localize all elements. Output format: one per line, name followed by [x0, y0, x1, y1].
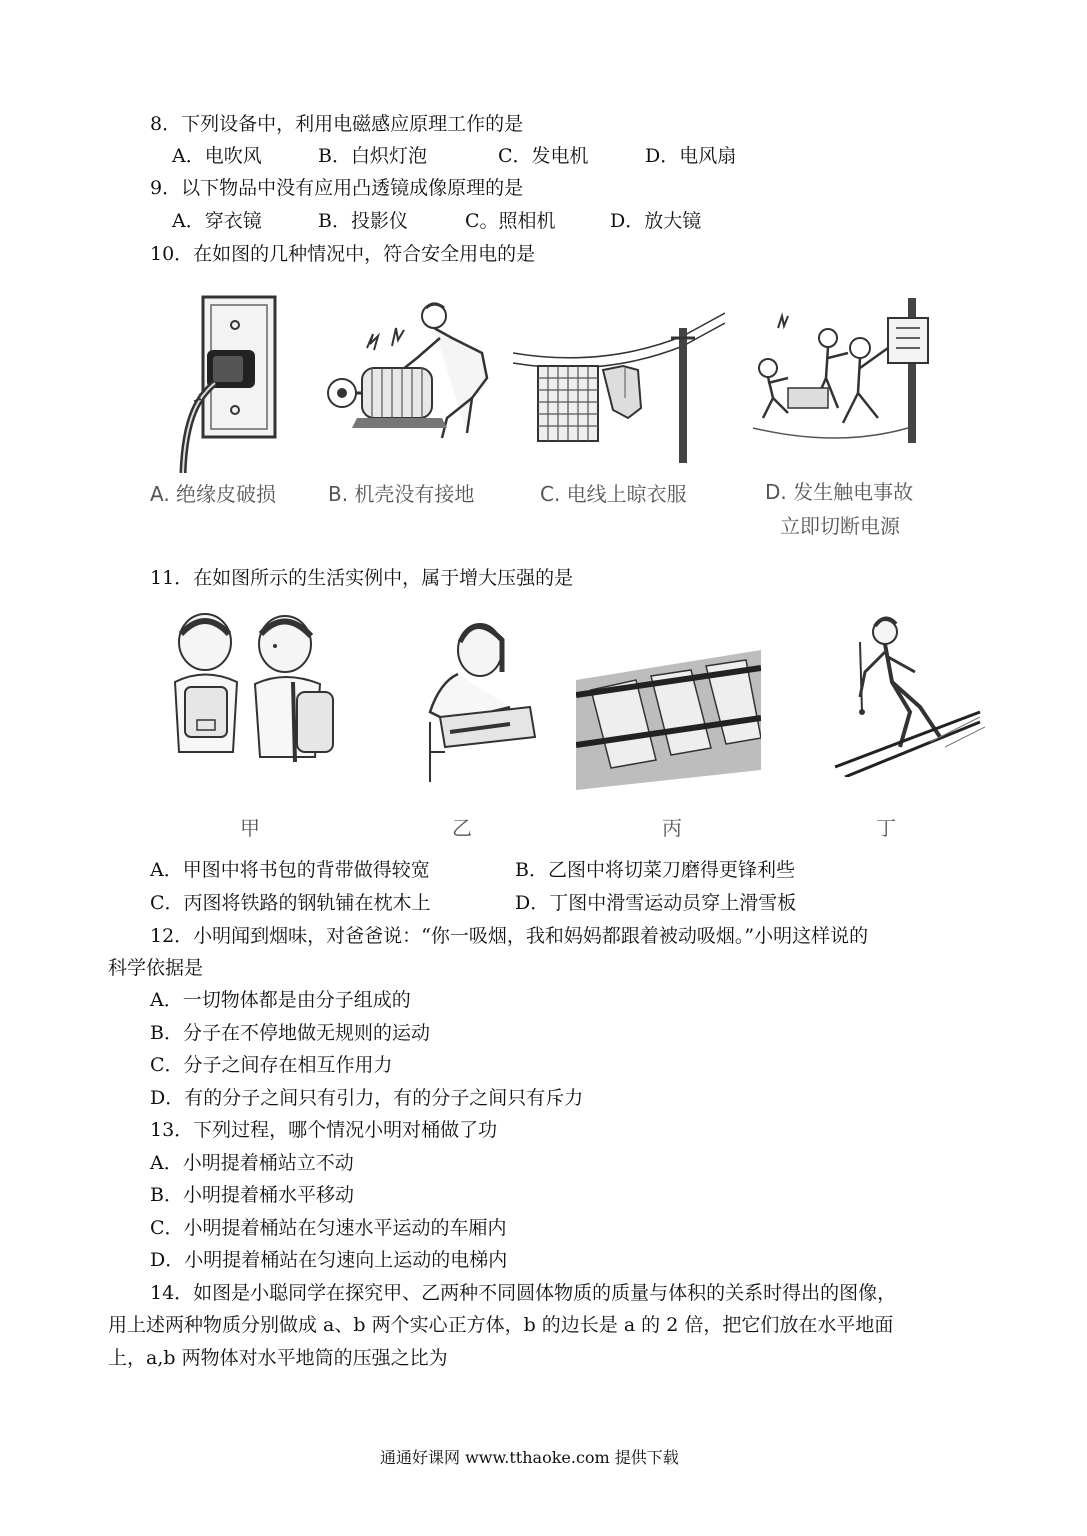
figure-skier [830, 612, 985, 777]
q8-option-d: D．电风扇 [645, 145, 737, 167]
q8-stem: 8．下列设备中，利用电磁感应原理工作的是 [150, 113, 524, 135]
caption-d-line2: 立即切断电源 [780, 514, 900, 538]
q11-stem: 11．在如图所示的生活实例中，属于增大压强的是 [150, 567, 574, 589]
q14-stem-line3: 上，a,b 两物体对水平地筒的压强之比为 [108, 1347, 448, 1369]
q13-option-a: A．小明提着桶站立不动 [150, 1152, 354, 1174]
q9-option-d: D．放大镜 [610, 210, 702, 232]
q12-option-d: D．有的分子之间只有引力，有的分子之间只有斥力 [150, 1087, 584, 1109]
q8-option-c: C．发电机 [498, 145, 589, 167]
q10-stem: 10．在如图的几种情况中，符合安全用电的是 [150, 243, 536, 265]
q9-option-a: A．穿衣镜 [172, 210, 262, 232]
q12-stem-line1: 12．小明闻到烟味，对爸爸说：“你一吸烟，我和妈妈都跟着被动吸烟。”小明这样说的 [150, 925, 869, 947]
figure-motor [322, 298, 500, 446]
caption-a: A. 绝缘皮破损 [150, 482, 277, 506]
q11-option-a: A．甲图中将书包的背带做得较宽 [150, 859, 430, 881]
q14-stem-line1: 14．如图是小聪同学在探究甲、乙两种不同圆体物质的质量与体积的关系时得出的图像， [150, 1282, 897, 1304]
q13-option-b: B．小明提着桶水平移动 [150, 1184, 354, 1206]
q11-option-d: D．丁图中滑雪运动员穿上滑雪板 [515, 892, 797, 914]
q13-stem: 13．下列过程，哪个情况小明对桶做了功 [150, 1119, 498, 1141]
q13-option-d: D．小明提着桶站在匀速向上运动的电梯内 [150, 1249, 508, 1271]
label-yi: 乙 [452, 816, 472, 840]
q12-option-a: A．一切物体都是由分子组成的 [150, 989, 411, 1011]
q8-option-a: A．电吹风 [172, 145, 262, 167]
q12-option-b: B．分子在不停地做无规则的运动 [150, 1022, 430, 1044]
q11-option-b: B．乙图中将切菜刀磨得更锋利些 [515, 859, 795, 881]
caption-d-line1: D. 发生触电事故 [765, 480, 914, 504]
q9-option-c: C。照相机 [465, 210, 556, 232]
label-jia: 甲 [240, 816, 260, 840]
q14-stem-line2: 用上述两种物质分别做成 a、b 两个实心正方体，b 的边长是 a 的 2 倍，把它们放在水平地面 [108, 1314, 894, 1336]
q12-option-c: C．分子之间存在相互作用力 [150, 1054, 393, 1076]
q9-stem: 9．以下物品中没有应用凸透镜成像原理的是 [150, 177, 524, 199]
figure-backpacks [155, 612, 340, 777]
q9-option-b: B．投影仪 [318, 210, 408, 232]
q8-option-b: B．白炽灯泡 [318, 145, 427, 167]
figure-railway [576, 650, 761, 790]
label-bing: 丙 [662, 816, 682, 840]
q11-option-c: C．丙图将铁路的钢轨铺在枕木上 [150, 892, 431, 914]
figure-socket [175, 295, 285, 475]
q12-stem-line2: 科学依据是 [108, 957, 204, 979]
q13-option-c: C．小明提着桶站在匀速水平运动的车厢内 [150, 1217, 507, 1239]
caption-b: B. 机壳没有接地 [328, 482, 475, 506]
figure-clothesline [513, 298, 725, 463]
figure-power-switch [748, 298, 938, 443]
footer-source: 通通好课网 www.tthaoke.com 提供下载 [380, 1448, 679, 1467]
caption-c: C. 电线上晾衣服 [540, 482, 687, 506]
figure-knife [410, 612, 545, 782]
label-ding: 丁 [876, 816, 896, 840]
